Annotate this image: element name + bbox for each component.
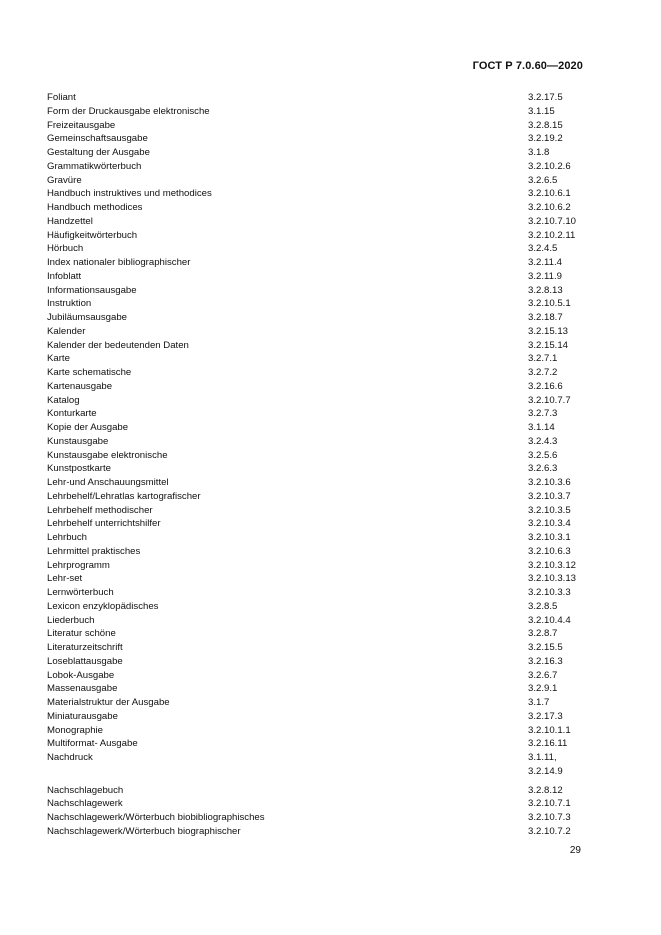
index-reference [528,641,587,655]
index-reference [528,105,587,119]
index-term: Literaturzeitschrift [47,642,123,653]
index-reference [528,627,587,641]
index-entry [47,201,587,215]
reference-number: 3.2.15.14 [528,339,569,351]
index-term: Nachschlagewerk/Wörterbuch biographischer [47,825,241,837]
index-term: Karte schematische [47,367,132,378]
index-reference [528,504,587,518]
index-reference [528,435,587,449]
index-entry [47,641,587,655]
index-term: Kalender [47,325,86,337]
reference-number: 3.2.16.3 [528,655,563,667]
index-reference [528,407,587,421]
index-reference [528,449,587,463]
index-term: Multiformat- Ausgabe [47,738,138,750]
reference-number: 3.2.10.3.5 [528,504,571,516]
reference-number: 3.2.10.7.7 [528,394,571,406]
index-reference [528,339,587,353]
reference-number: 3.2.17.3 [528,710,563,722]
reference-number: 3.1.7 [528,697,550,708]
index-reference [528,132,587,146]
reference-number: 3.2.10.3.6 [528,477,571,488]
index-reference [528,476,587,490]
index-reference [528,394,587,408]
index-term: Liederbuch [47,614,95,626]
index-term: Lobok-Ausgabe [47,669,115,681]
index-reference [528,751,587,779]
index-term: Karte [47,353,70,365]
reference-number: 3.2.10.6.3 [528,545,571,557]
index-entry [47,435,587,449]
index-entry [47,669,587,683]
index-entry [47,311,587,325]
reference-number: 3.2.14.9 [528,765,563,777]
index-term: Gravüre [47,174,82,186]
index-entry [47,132,587,146]
index-entry [47,366,587,380]
index-term: Lehrbehelf unterrichtshilfer [47,518,161,530]
index-term: Hörbuch [47,243,84,255]
index-entry [47,490,587,504]
index-term: Kalender der bedeutenden Daten [47,339,189,351]
index-reference [528,797,587,811]
index-term: Kunstausgabe elektronische [47,449,168,461]
reference-number: 3.2.10.7.3 [528,812,571,823]
index-reference [528,242,587,256]
reference-number: 3.2.16.6 [528,380,563,392]
reference-number: 3.2.10.2.6 [528,160,571,172]
index-reference [528,160,587,174]
reference-number: 3.2.10.3.7 [528,490,571,502]
term-index-list [47,91,587,839]
index-reference [528,710,587,724]
index-term: Lehrprogramm [47,559,110,571]
index-entry [47,531,587,545]
index-term: Kartenausgabe [47,380,113,392]
index-term: Kunstpostkarte [47,463,111,475]
index-term: Lehr-und Anschauungsmittel [47,477,169,488]
index-entry [47,160,587,174]
index-term: Lernwörterbuch [47,587,114,598]
reference-number: 3.2.19.2 [528,133,563,145]
index-term: Handbuch instruktives und methodices [47,188,212,200]
index-reference [528,284,587,298]
reference-number: 3.2.10.7.1 [528,798,571,810]
index-entry [47,380,587,394]
index-entry [47,174,587,188]
index-reference [528,215,587,229]
index-term: Instruktion [47,298,92,310]
index-term: Foliant [47,92,76,103]
index-reference [528,737,587,751]
index-term: Massenausgabe [47,683,118,695]
index-term: Informationsausgabe [47,284,137,296]
index-reference [528,421,587,435]
index-entry [47,476,587,490]
index-entry [47,751,587,779]
reference-number: 3.2.8.12 [528,784,563,796]
reference-number: 3.2.9.1 [528,683,558,695]
index-entry [47,297,587,311]
index-term: Katalog [47,394,80,406]
reference-number: 3.2.8.13 [528,284,563,296]
index-entry [47,545,587,559]
index-entry [47,91,587,105]
index-entry [47,710,587,724]
index-term: Lehrbuch [47,532,88,543]
index-term: Lehr-set [47,573,83,585]
index-reference [528,366,587,380]
index-entry [47,146,587,160]
index-entry [47,614,587,628]
index-entry [47,462,587,476]
reference-number: 3.2.10.6.2 [528,202,571,213]
index-reference [528,256,587,270]
index-term: Index nationaler bibliographischer [47,257,191,268]
index-reference [528,462,587,476]
index-term: Häufigkeitwörterbuch [47,229,138,241]
index-term: Handzettel [47,215,93,227]
reference-number: 3.1.14 [528,422,555,433]
index-term: Kopie der Ausgabe [47,422,129,433]
index-reference [528,311,587,325]
reference-number: 3.2.8.5 [528,600,558,612]
index-reference [528,811,587,825]
reference-number: 3.2.10.2.11 [528,229,576,241]
reference-number: 3.2.11.4 [528,257,562,268]
index-entry [47,352,587,366]
reference-number: 3.2.10.3.13 [528,573,577,585]
reference-number: 3.2.10.7.10 [528,215,577,227]
reference-number: 3.2.15.5 [528,642,563,653]
index-reference [528,91,587,105]
index-entry [47,229,587,243]
reference-number: 3.2.7.3 [528,408,558,420]
document-standard-header: ГОСТ Р 7.0.60—2020 [472,60,583,72]
index-term: Materialstruktur der Ausgabe [47,697,170,708]
index-term: Monographie [47,724,104,736]
index-reference [528,517,587,531]
index-reference [528,380,587,394]
reference-number: 3.2.18.7 [528,312,563,323]
index-reference [528,614,587,628]
index-reference [528,187,587,201]
index-term: Grammatikwörterbuch [47,160,142,172]
index-entry [47,421,587,435]
reference-number: 3.2.6.7 [528,669,558,681]
reference-number: 3.2.10.3.3 [528,587,571,598]
index-entry [47,325,587,339]
index-reference [528,270,587,284]
index-entry [47,737,587,751]
reference-number: 3.2.4.3 [528,435,558,447]
reference-number: 3.2.10.6.1 [528,188,571,200]
index-term: Lexicon enzyklopädisches [47,600,159,612]
index-term: Lehrbehelf methodischer [47,504,153,516]
index-entry [47,784,587,798]
reference-number: 3.2.15.13 [528,325,569,337]
index-term: Konturkarte [47,408,97,420]
index-reference [528,490,587,504]
index-reference [528,655,587,669]
index-term: Nachschlagewerk [47,798,123,810]
index-reference [528,545,587,559]
index-entry [47,586,587,600]
index-term: Nachschlagebuch [47,784,124,796]
index-entry [47,449,587,463]
index-term: Gestaltung der Ausgabe [47,147,150,158]
reference-number: 3.2.17.5 [528,92,563,103]
index-reference [528,559,587,573]
index-entry [47,600,587,614]
index-reference [528,825,587,839]
reference-number: 3.2.10.3.4 [528,518,571,530]
index-reference [528,724,587,738]
index-term: Infoblatt [47,270,82,282]
index-entry [47,105,587,119]
page-number: 29 [569,845,581,856]
reference-number: 3.2.6.5 [528,174,558,186]
index-entry [47,407,587,421]
index-entry [47,284,587,298]
index-entry [47,811,587,825]
index-term: Nachdruck [47,752,93,763]
index-term: Lehrmittel praktisches [47,545,141,557]
index-reference [528,586,587,600]
index-entry [47,517,587,531]
index-term: Nachschlagewerk/Wörterbuch biobibliographisches [47,812,265,823]
index-term: Lehrbehelf/Lehratlas kartografischer [47,490,201,502]
index-term: Loseblattausgabe [47,655,123,667]
index-reference [528,119,587,133]
index-entry [47,559,587,573]
index-reference [528,352,587,366]
reference-number: 3.1.11, [528,752,557,763]
reference-number: 3.2.10.1.1 [528,724,571,736]
index-entry [47,504,587,518]
index-entry [47,242,587,256]
reference-number: 3.2.16.11 [528,738,568,750]
index-reference [528,696,587,710]
index-entry [47,682,587,696]
index-entry [47,797,587,811]
reference-number: 3.2.10.3.12 [528,559,577,571]
index-entry [47,572,587,586]
index-term: Kunstausgabe [47,435,109,447]
index-entry [47,394,587,408]
index-reference [528,201,587,215]
index-reference [528,784,587,798]
index-reference [528,174,587,188]
index-term: Form der Druckausgabe elektronische [47,105,210,117]
reference-number: 3.2.8.7 [528,628,558,640]
reference-number: 3.2.10.4.4 [528,614,571,626]
index-reference [528,229,587,243]
index-reference [528,297,587,311]
reference-number: 3.2.8.15 [528,119,563,131]
index-reference [528,669,587,683]
index-reference [528,531,587,545]
index-entry [47,655,587,669]
reference-number: 3.2.7.1 [528,353,558,365]
index-term: Gemeinschaftsausgabe [47,133,148,145]
index-term: Jubiläumsausgabe [47,312,128,323]
reference-number: 3.1.15 [528,105,555,117]
index-entry [47,187,587,201]
index-entry [47,339,587,353]
reference-number: 3.2.6.3 [528,463,558,475]
index-reference [528,325,587,339]
index-entry [47,825,587,839]
index-reference [528,146,587,160]
reference-number: 3.2.10.3.1 [528,532,571,543]
index-entry [47,724,587,738]
index-entry [47,215,587,229]
index-entry [47,627,587,641]
reference-number: 3.1.8 [528,147,550,158]
reference-number: 3.2.10.7.2 [528,825,571,837]
reference-number: 3.2.4.5 [528,243,558,255]
index-term: Literatur schöne [47,628,116,640]
reference-number: 3.2.7.2 [528,367,558,378]
reference-number: 3.2.5.6 [528,449,558,461]
index-entry [47,256,587,270]
index-entry [47,696,587,710]
index-term: Handbuch methodices [47,202,143,213]
index-entry [47,119,587,133]
reference-number: 3.2.11.9 [528,270,562,282]
index-entry [47,270,587,284]
index-reference [528,682,587,696]
index-term: Freizeitausgabe [47,119,116,131]
index-reference [528,600,587,614]
reference-number: 3.2.10.5.1 [528,298,571,310]
index-term: Miniaturausgabe [47,710,118,722]
index-reference [528,572,587,586]
